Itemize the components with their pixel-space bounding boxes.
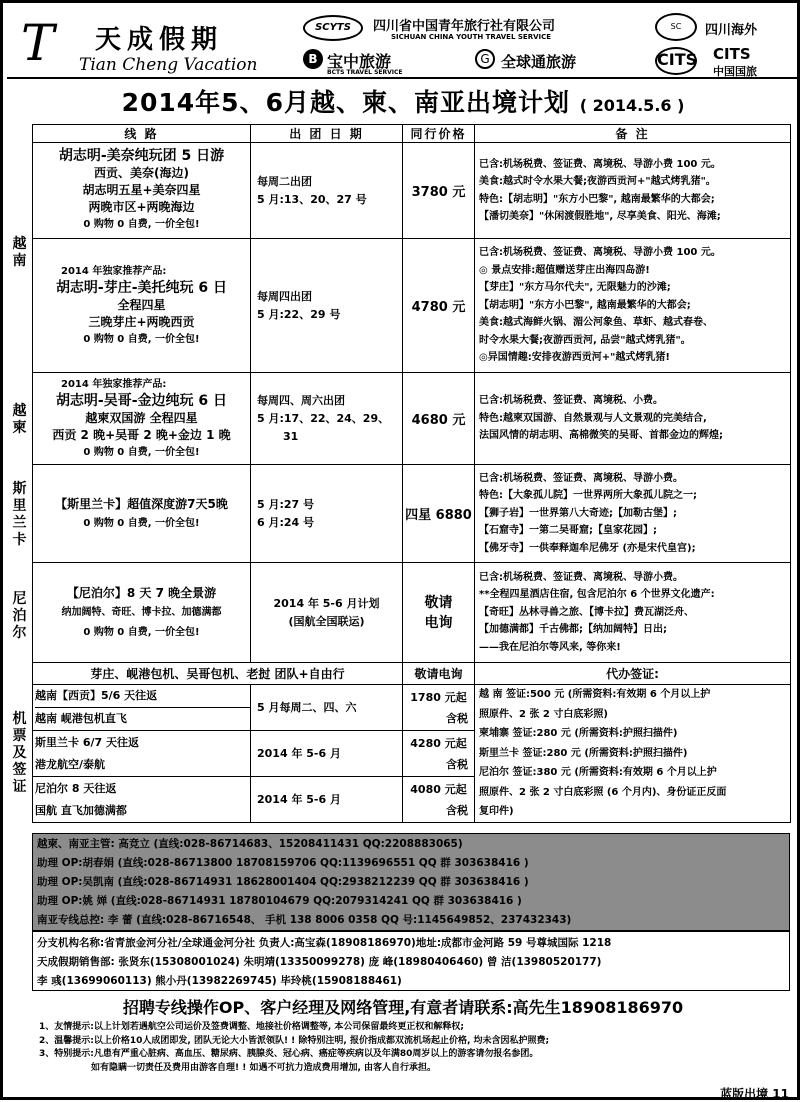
notes-cell: 已含:机场税费、签证费、离境税、导游小费。 **全程四星酒店住宿, 包含尼泊尔 6 个世界文化遗产: 【奇旺】丛林寻兽之旅、【博卡拉】费瓦湖泛舟、 【加德满都】千古佛都;【纳加阔特】日出; ——我在尼泊尔等风来, 等你来!	[475, 563, 791, 663]
price-cell: 敬请 电询	[403, 563, 475, 663]
partner-col-3	[655, 11, 795, 77]
region-vietnam-cambodia: 越柬	[12, 403, 27, 436]
cits-name: CITS	[713, 45, 751, 63]
tip-line: 2、温馨提示:以上价格10人成团即发, 团队无论大小皆派领队! ! 除特别注明, 报价指成都双流机场起止价格, 均未含因私护照费;	[39, 1035, 550, 1046]
partner-row-2	[303, 49, 633, 77]
col-price: 同行价格	[403, 125, 475, 143]
table-row	[33, 685, 791, 731]
partner-logo: SCYTS	[303, 15, 363, 41]
cits-logo: CITS	[655, 47, 697, 75]
notes-cell: 已含:机场税费、签证费、离境税、导游小费。 特色:【大象孤儿院】一世界两所大象孤儿院之一; 【狮子岩】一世界第八大奇迹;【加勒古堡】; 【石窟寺】一第二吴哥窟;【皇家花园】; 【佛牙寺】一供奉释迦牟尼佛牙 (亦是宋代皇宫);	[475, 465, 791, 563]
route-cell: 【斯里兰卡】超值深度游7天5晚 0 购物 0 自费, 一价全包!	[33, 465, 251, 563]
price-cell: 3780 元	[403, 143, 475, 239]
air-date-cell: 5 月每周二、四、六	[251, 685, 403, 731]
contacts-panel	[32, 833, 790, 931]
global-logo: G	[475, 49, 495, 69]
contact-line: 助理 OP:吴凯南 (直线:028-86714931 18628001404 QQ:2938212239 QQ 群 303638416 )	[37, 876, 529, 888]
partner-subtitle: SICHUAN CHINA YOUTH TRAVEL SERVICE	[391, 33, 552, 41]
air-route-cell: 越南【西贡】5/6 天往返 越南 岘港包机直飞	[33, 685, 251, 731]
table-row	[33, 465, 791, 563]
title-main: 2014年5、6月越、柬、南亚出境计划	[121, 88, 570, 117]
region-srilanka: 斯里兰卡	[12, 481, 27, 548]
brand-name-en: Tian Cheng Vacation	[79, 55, 258, 75]
air-price-cell: 1780 元起 含税	[403, 685, 475, 731]
region-vietnam: 越南	[12, 236, 27, 269]
col-route: 线 路	[33, 125, 251, 143]
contact-line: 助理 OP:胡春娟 (直线:028-86713800 18708159706 QQ:1139696551 QQ 群 303638416 )	[37, 857, 529, 869]
title-date: ( 2014.5.6 )	[579, 96, 685, 115]
brand-mark: T	[21, 14, 55, 72]
tip-line: 1、友情提示:以上计划若遇航空公司运价及签费调整、地接社价格调整等, 本公司保留最终更正权和解释权;	[39, 1022, 465, 1032]
brand-logo	[21, 15, 291, 75]
air-price-cell: 4280 元起 含税	[403, 731, 475, 777]
sichuan-overseas-name: 四川海外	[705, 23, 758, 38]
date-cell: 5 月:27 号 6 月:24 号	[251, 465, 403, 563]
region-air-visa: 机票及签证	[12, 711, 27, 795]
notes-cell: 已含:机场税费、签证费、离境税、导游小费 100 元。 ◎ 景点安排:超值赠送芽庄出海四岛游! 【芽庄】"东方马尔代夫", 无限魅力的沙滩; 【胡志明】"东方小巴黎", 越南最繁华的大都会; 美食:越式海鲜火锅、湄公河象鱼、草虾、越式春卷、 时令水果大餐;夜游西贡河, 品尝"越式烤乳猪"。 ◎异国情趣:安排夜游西贡河+"越式烤乳猪!	[475, 239, 791, 373]
notes-cell: 已含:机场税费、签证费、离境税、小费。 特色:越柬双国游、自然景观与人文景观的完美结合, 法国风情的胡志明、高棉微笑的吴哥、首都金边的辉煌;	[475, 373, 791, 465]
date-cell: 每周二出团 5 月:13、20、27 号	[251, 143, 403, 239]
page-footer: 蓝版出境 11	[720, 1087, 789, 1101]
partner-sichuan-youth	[303, 13, 633, 45]
region-nepal: 尼泊尔	[12, 591, 27, 641]
route-cell: 【尼泊尔】8 天 7 晚全景游 纳加阔特、奇旺、博卡拉、加德满都 0 购物 0 自费, 一价全包!	[33, 563, 251, 663]
charter-price: 敬请电询	[403, 663, 475, 685]
branch-panel	[32, 931, 790, 991]
price-cell: 4680 元	[403, 373, 475, 465]
notes-cell: 已含:机场税费、签证费、离境税、导游小费 100 元。 美食:越式时令水果大餐;夜游西贡河+"越式烤乳猪"。 特色:【胡志明】"东方小巴黎", 越南最繁华的大都会; 【潘切美奈】"休闲渡假胜地", 尽享美食、阳光、海滩;	[475, 143, 791, 239]
page-title	[3, 83, 800, 119]
contact-line: 助理 OP:姚 婵 (直线:028-86714931 18780104679 QQ:2079314241 QQ 群 303638416 )	[37, 895, 522, 907]
branch-line: 天成假期销售部: 张贤东(15308001024) 朱明靖(13350099278) 庞 峰(18980406460) 曾 洁(13980520177)	[37, 956, 602, 968]
header	[7, 7, 797, 79]
air-date-cell: 2014 年 5-6 月	[251, 731, 403, 777]
branch-line: 李 彧(13699060113) 熊小丹(13982269745) 毕玲桃(15908188461)	[37, 975, 402, 987]
air-price-cell: 4080 元起 含税	[403, 777, 475, 823]
cits-subtitle: 中国国旅	[713, 65, 757, 78]
col-dates: 出 团 日 期	[251, 125, 403, 143]
tour-table	[32, 124, 791, 823]
route-cell: 胡志明-美奈纯玩团 5 日游 西贡、美奈(海边) 胡志明五星+美奈四星 两晚市区+两晚海边 0 购物 0 自费, 一价全包!	[33, 143, 251, 239]
sichuan-overseas-logo: SC	[655, 13, 697, 41]
branch-line: 分支机构名称:省青旅金河分社/全球通金河分社 负责人:高宝森(18908186970)地址:成都市金河路 59 号尊城国际 1218	[37, 937, 612, 949]
contact-line: 越柬、南亚主管: 高竞立 (直线:028-86714683、15208411431 QQ:2208883065)	[37, 838, 463, 850]
price-cell: 四星 6880	[403, 465, 475, 563]
brand-name-cn: 天成假期	[95, 25, 224, 55]
baozhong-subtitle: BCTS TRAVEL SERVICE	[327, 69, 403, 76]
date-cell: 每周四、周六出团 5 月:17、22、24、29、 31	[251, 373, 403, 465]
col-notes: 备 注	[475, 125, 791, 143]
table-header-row	[33, 125, 791, 143]
visa-notes-cell: 越 南 签证:500 元 (所需资料:有效期 6 个月以上护 照原件、2 张 2 寸白底彩照) 柬埔寨 签证:280 元 (所需资料:护照扫描件) 斯里兰卡 签证:280 元 (所需资料:护照扫描件) 尼泊尔 签证:380 元 (所需资料:有效期 6 个月以上护 照原件、2 张 2 寸白底彩照 (6 个月内)、身份证正反面 复印件)	[475, 685, 791, 823]
baozhong-logo: B	[303, 49, 323, 69]
tip-line: 3、特别提示:凡患有严重心脏病、高血压、糖尿病、胰腺炎、冠心病、癌症等疾病以及年满80周岁以上的游客请勿报名参团。	[39, 1049, 539, 1059]
table-row	[33, 143, 791, 239]
air-route-cell: 斯里兰卡 6/7 天往返 港龙航空/泰航	[33, 731, 251, 777]
table-row	[33, 373, 791, 465]
partner-name: 四川省中国青年旅行社有限公司	[373, 19, 556, 34]
tip-line: 如有隐瞒一切责任及费用由游客自理! ! 如遇不可抗力造成费用增加, 由客人自行承担。	[91, 1062, 437, 1073]
price-cell: 4780 元	[403, 239, 475, 373]
route-cell: 2014 年独家推荐产品: 胡志明-芽庄-美托纯玩 6 日 全程四星 三晚芽庄+两晚西贡 0 购物 0 自费, 一价全包!	[33, 239, 251, 373]
table-row	[33, 663, 791, 685]
baozhong-name: 宝中旅游	[327, 52, 392, 71]
charter-route: 芽庄、岘港包机、吴哥包机、老挝 团队+自由行	[33, 663, 403, 685]
date-cell: 2014 年 5-6 月计划 (国航全国联运)	[251, 563, 403, 663]
global-name: 全球通旅游	[501, 53, 577, 71]
contact-line: 南亚专线总控: 李 蕾 (直线:028-86716548、 手机 138 8006 0358 QQ 号:1145649852、237432343)	[37, 914, 572, 926]
air-route-cell: 尼泊尔 8 天往返 国航 直飞加德满都	[33, 777, 251, 823]
route-cell: 2014 年独家推荐产品: 胡志明-吴哥-金边纯玩 6 日 越柬双国游 全程四星 西贡 2 晚+吴哥 2 晚+金边 1 晚 0 购物 0 自费, 一价全包!	[33, 373, 251, 465]
table-row	[33, 239, 791, 373]
tips-block	[39, 1021, 789, 1075]
visa-header: 代办签证:	[475, 663, 791, 685]
table-row	[33, 563, 791, 663]
recruit-banner: 招聘专线操作OP、客户经理及网络管理,有意者请联系:高先生18908186970	[122, 998, 684, 1017]
air-date-cell: 2014 年 5-6 月	[251, 777, 403, 823]
date-cell: 每周四出团 5 月:22、29 号	[251, 239, 403, 373]
